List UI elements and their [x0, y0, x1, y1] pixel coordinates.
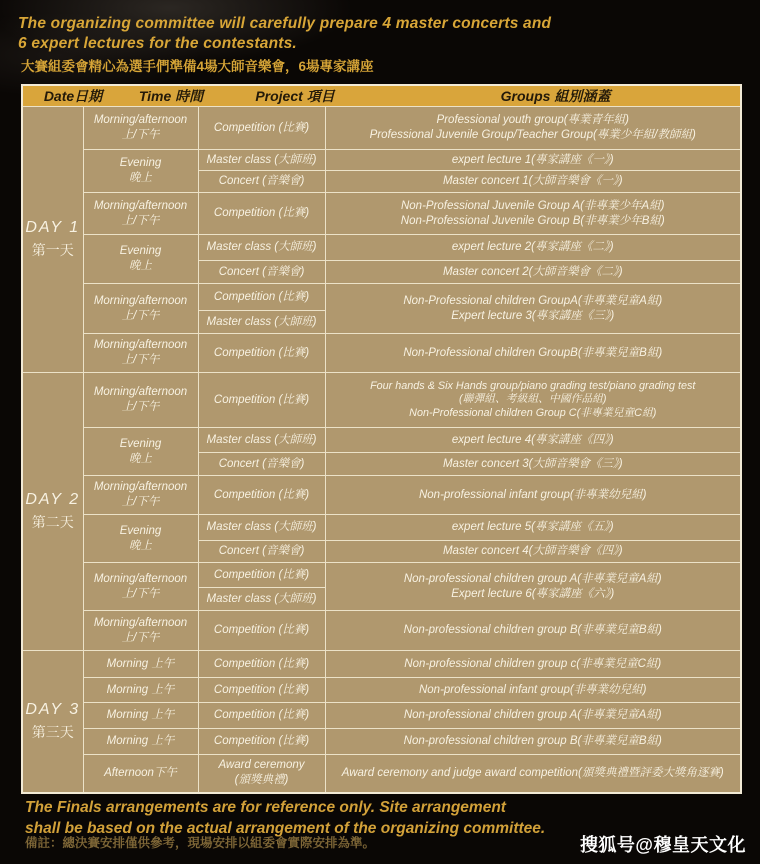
groups-cell: Non-professional children group B(非專業兒童B組) — [325, 611, 741, 651]
project-cell: Master class (大師班) — [198, 235, 325, 261]
groups-cell: Non-professional infant group(非專業幼兒組) — [325, 678, 741, 703]
table-row — [22, 476, 741, 515]
time-cell: Morning/afternoon 上/下午 — [83, 107, 198, 150]
time-cell: Morning 上午 — [83, 703, 198, 729]
table-row — [22, 651, 741, 678]
day-label: DAY 2 — [25, 491, 81, 508]
groups-cell: Non-professional infant group(非專業幼兒組) — [325, 476, 741, 515]
table-row — [22, 193, 741, 235]
intro-subtitle-zh: 大賽組委會精心為選手們準備4場大師音樂會，6場專家講座 — [21, 59, 374, 74]
groups-cell: expert lecture 1(專家講座《一》) — [325, 150, 741, 171]
time-cell: Evening 晚上 — [83, 235, 198, 284]
project-cell: Master class (大師班) — [198, 311, 325, 334]
project-cell: Competition (比賽) — [198, 284, 325, 311]
finals-disclaimer-line-1: The Finals arrangements are for reference only. Site arrangement — [25, 799, 506, 816]
table-row — [22, 235, 741, 261]
day3-label-cell — [22, 651, 83, 793]
groups-cell: Non-professional children group B(非專業兒童B組) — [325, 729, 741, 755]
column-header-date: Date日期 — [43, 88, 103, 104]
project-cell: Competition (比賽) — [198, 729, 325, 755]
intro-line-2: 6 expert lectures for the contestants. — [18, 35, 297, 52]
groups-cell: expert lecture 2(專家講座《二》) — [325, 235, 741, 261]
project-cell: Concert (音樂會) — [198, 171, 325, 193]
schedule-table — [21, 84, 742, 794]
project-cell: Competition (比賽) — [198, 678, 325, 703]
project-cell: Award ceremony (頒獎典禮) — [198, 755, 325, 793]
table-row — [22, 515, 741, 541]
time-cell: Morning/afternoon 上/下午 — [83, 334, 198, 373]
day-label-zh: 第一天 — [31, 242, 74, 258]
day2-label-cell — [22, 373, 83, 651]
table-row — [22, 334, 741, 373]
groups-cell: expert lecture 4(專家講座《四》) — [325, 428, 741, 453]
project-cell: Competition (比賽) — [198, 107, 325, 150]
table-row — [22, 563, 741, 588]
time-cell: Evening 晚上 — [83, 150, 198, 193]
table-row — [22, 678, 741, 703]
groups-cell: Non-professional children group A(非專業兒童A組) — [325, 703, 741, 729]
table-row — [22, 373, 741, 428]
column-header-project: Project 項目 — [255, 88, 335, 104]
project-cell: Competition (比賽) — [198, 563, 325, 588]
time-cell: Morning/afternoon 上/下午 — [83, 193, 198, 235]
project-cell: Competition (比賽) — [198, 611, 325, 651]
groups-cell: expert lecture 5(專家講座《五》) — [325, 515, 741, 541]
table-row — [22, 703, 741, 729]
time-cell: Afternoon下午 — [83, 755, 198, 793]
groups-cell: Non-Professional Juvenile Group A(非專業少年A組) Non-Professional Juvenile Group B(非專業少年B組) — [325, 193, 741, 235]
time-cell: Morning/afternoon 上/下午 — [83, 563, 198, 611]
time-cell: Morning/afternoon 上/下午 — [83, 284, 198, 334]
groups-cell: Non-Professional children GroupA(非專業兒童A組) Expert lecture 3(專家講座《三》) — [325, 284, 741, 334]
project-cell: Master class (大師班) — [198, 150, 325, 171]
table-row — [22, 284, 741, 311]
project-cell: Competition (比賽) — [198, 334, 325, 373]
groups-cell: Professional youth group(專業青年組) Professional Juvenile Group/Teacher Group(專業少年組/教師組) — [325, 107, 741, 150]
groups-cell: Master concert 1(大師音樂會《一》) — [325, 171, 741, 193]
day-label-zh: 第三天 — [31, 723, 74, 740]
day-label: DAY 1 — [25, 219, 81, 236]
column-header-time: Time 時間 — [138, 88, 204, 104]
time-cell: Morning 上午 — [83, 729, 198, 755]
day-label-zh: 第二天 — [31, 514, 74, 530]
time-cell: Evening 晚上 — [83, 428, 198, 476]
project-cell: Concert (音樂會) — [198, 541, 325, 563]
finals-disclaimer-line-2: shall be based on the actual arrangement of the organizing committee. — [25, 820, 546, 837]
intro-title — [18, 14, 551, 54]
day-label: DAY 3 — [25, 700, 81, 718]
project-cell: Master class (大師班) — [198, 588, 325, 611]
project-cell: Competition (比賽) — [198, 193, 325, 235]
time-cell: Morning/afternoon 上/下午 — [83, 373, 198, 428]
groups-cell: Master concert 4(大師音樂會《四》) — [325, 541, 741, 563]
table-row — [22, 729, 741, 755]
project-cell: Competition (比賽) — [198, 476, 325, 515]
header-row — [22, 85, 741, 107]
time-cell: Morning/afternoon 上/下午 — [83, 611, 198, 651]
groups-cell: Award ceremony and judge award competition(頒獎典禮暨評委大獎角逐賽) — [325, 755, 741, 793]
project-cell: Competition (比賽) — [198, 651, 325, 678]
project-cell: Competition (比賽) — [198, 703, 325, 729]
groups-cell: Master concert 3(大師音樂會《三》) — [325, 453, 741, 476]
project-cell: Concert (音樂會) — [198, 261, 325, 284]
project-cell: Master class (大師班) — [198, 515, 325, 541]
project-cell: Concert (音樂會) — [198, 453, 325, 476]
day1-label-cell — [22, 107, 83, 373]
groups-cell: Non-professional children group A(非專業兒童A組) Expert lecture 6(專家講座《六》) — [325, 563, 741, 611]
groups-cell: Non-Professional children GroupB(非專業兒童B組) — [325, 334, 741, 373]
time-cell: Morning 上午 — [83, 678, 198, 703]
column-header-groups: Groups 組別涵蓋 — [500, 88, 611, 104]
table-row — [22, 107, 741, 150]
groups-cell: Master concert 2(大師音樂會《二》) — [325, 261, 741, 284]
groups-cell: Four hands & Six Hands group/piano grading test/piano grading test (聯彈組、考級組、中國作品組) Non-Professional children Group C(非專業兒童C組) — [325, 373, 741, 428]
remark-note-zh: 備註：總決賽安排僅供參考，現場安排以組委會實際安排為準。 — [25, 836, 376, 850]
time-cell: Evening 晚上 — [83, 515, 198, 563]
intro-line-1: The organizing committee will carefully prepare 4 master concerts and — [18, 15, 552, 32]
sohu-watermark: 搜狐号@穆皇天文化 — [579, 835, 746, 855]
table-row — [22, 755, 741, 793]
table-row — [22, 611, 741, 651]
project-cell: Competition (比賽) — [198, 373, 325, 428]
time-cell: Morning/afternoon 上/下午 — [83, 476, 198, 515]
time-cell: Morning 上午 — [83, 651, 198, 678]
table-row — [22, 428, 741, 453]
table-row — [22, 150, 741, 171]
groups-cell: Non-professional children group c(非專業兒童C組) — [325, 651, 741, 678]
project-cell: Master class (大師班) — [198, 428, 325, 453]
header-band — [22, 85, 741, 107]
